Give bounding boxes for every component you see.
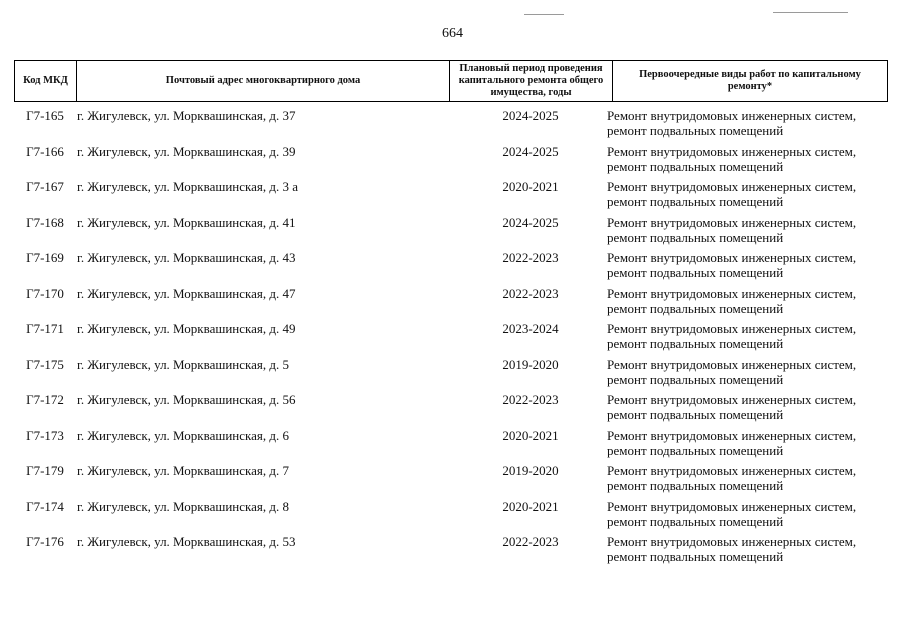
cell-code: Г7-170 <box>26 285 64 301</box>
table-row <box>14 357 888 393</box>
cell-works <box>607 357 892 387</box>
cell-address: г. Жигулевск, ул. Морквашинская, д. 8 <box>77 498 290 514</box>
header-works: Первоочередные виды работ по капитальному ремонту* <box>639 69 861 92</box>
cell-works <box>607 428 892 458</box>
page-number: 664 <box>442 26 463 41</box>
cell-code: Г7-172 <box>26 392 64 407</box>
cell-period: 2023-2024 <box>502 321 559 336</box>
works-line: ремонт подвальных помещений <box>607 158 784 174</box>
cell-code: Г7-167 <box>26 179 64 194</box>
cell-works <box>607 144 892 174</box>
cell-address: г. Жигулевск, ул. Морквашинская, д. 39 <box>77 143 296 159</box>
table-row <box>14 428 888 464</box>
cell-address: г. Жигулевск, ул. Морквашинская, д. 6 <box>77 427 290 443</box>
cell-code: Г7-174 <box>26 498 64 514</box>
works-line: ремонт подвальных помещений <box>607 442 784 458</box>
table-header <box>14 60 888 102</box>
cell-address: г. Жигулевск, ул. Морквашинская, д. 56 <box>77 392 296 407</box>
table-row <box>14 321 888 357</box>
works-line: ремонт подвальных помещений <box>607 300 784 316</box>
table-row <box>14 108 888 144</box>
cell-period: 2020-2021 <box>502 498 559 514</box>
cell-address: г. Жигулевск, ул. Морквашинская, д. 3 а <box>77 179 299 194</box>
cell-period: 2019-2020 <box>502 356 559 372</box>
cell-address: г. Жигулевск, ул. Морквашинская, д. 53 <box>77 534 296 549</box>
cell-period: 2020-2021 <box>502 427 559 443</box>
header-address: Почтовый адрес многоквартирного дома <box>77 61 450 101</box>
works-line: Ремонт внутридомовых инженерных систем, <box>607 285 857 301</box>
table-row <box>14 215 888 251</box>
cell-code: Г7-166 <box>26 143 64 159</box>
works-line: ремонт подвальных помещений <box>607 407 784 422</box>
cell-period: 2022-2023 <box>502 285 559 301</box>
works-line: Ремонт внутридомовых инженерных систем, <box>607 392 857 407</box>
cell-address: г. Жигулевск, ул. Морквашинская, д. 43 <box>77 250 296 265</box>
cell-address: г. Жигулевск, ул. Морквашинская, д. 47 <box>77 285 296 301</box>
works-line: ремонт подвальных помещений <box>607 336 784 351</box>
cell-code: Г7-175 <box>26 356 64 372</box>
works-line: Ремонт внутридомовых инженерных систем, <box>607 179 857 194</box>
cell-period: 2022-2023 <box>502 392 559 407</box>
cell-code: Г7-171 <box>26 321 64 336</box>
cell-code: Г7-176 <box>26 534 64 549</box>
cell-works <box>607 215 892 245</box>
cell-code: Г7-173 <box>26 427 64 443</box>
table-row <box>14 499 888 535</box>
works-line: ремонт подвальных помещений <box>607 229 784 245</box>
table-row <box>14 534 888 570</box>
cell-period: 2024-2025 <box>502 214 559 230</box>
works-line: Ремонт внутридомовых инженерных систем, <box>607 321 857 336</box>
works-line: ремонт подвальных помещений <box>607 123 784 138</box>
table-row <box>14 286 888 322</box>
cell-address: г. Жигулевск, ул. Морквашинская, д. 49 <box>77 321 296 336</box>
header-period: Плановый период проведения капитального ремонта общего имущества, годы <box>450 61 613 101</box>
works-line: Ремонт внутридомовых инженерных систем, <box>607 214 857 230</box>
cell-period: 2019-2020 <box>502 463 559 478</box>
table-row <box>14 392 888 428</box>
works-line: ремонт подвальных помещений <box>607 194 784 209</box>
cell-code: Г7-169 <box>26 250 64 265</box>
table-row <box>14 250 888 286</box>
cell-works <box>607 250 892 280</box>
cell-code: Г7-165 <box>26 108 64 123</box>
cell-works <box>607 392 892 422</box>
scan-artifact-line <box>524 14 564 15</box>
works-line: Ремонт внутридомовых инженерных систем, <box>607 250 857 265</box>
works-line: Ремонт внутридомовых инженерных систем, <box>607 143 857 159</box>
works-line: Ремонт внутридомовых инженерных систем, <box>607 427 857 443</box>
cell-address: г. Жигулевск, ул. Морквашинская, д. 41 <box>77 214 296 230</box>
cell-period: 2024-2025 <box>502 108 559 123</box>
table-row <box>14 179 888 215</box>
cell-code: Г7-179 <box>26 463 64 478</box>
cell-period: 2024-2025 <box>502 143 559 159</box>
cell-period: 2022-2023 <box>502 250 559 265</box>
works-line: Ремонт внутридомовых инженерных систем, <box>607 108 857 123</box>
cell-works <box>607 108 892 138</box>
table-row <box>14 144 888 180</box>
header-code: Код МКД <box>15 61 77 101</box>
cell-works <box>607 286 892 316</box>
works-line: ремонт подвальных помещений <box>607 513 784 529</box>
cell-address: г. Жигулевск, ул. Морквашинская, д. 7 <box>77 463 290 478</box>
works-line: ремонт подвальных помещений <box>607 478 784 493</box>
works-line: Ремонт внутридомовых инженерных систем, <box>607 356 857 372</box>
table-row <box>14 463 888 499</box>
cell-works <box>607 179 892 209</box>
works-line: ремонт подвальных помещений <box>607 371 784 387</box>
cell-works <box>607 534 892 564</box>
works-line: Ремонт внутридомовых инженерных систем, <box>607 534 857 549</box>
works-line: Ремонт внутридомовых инженерных систем, <box>607 463 857 478</box>
cell-period: 2020-2021 <box>502 179 559 194</box>
scan-artifact-line <box>773 12 848 13</box>
cell-code: Г7-168 <box>26 214 64 230</box>
cell-works <box>607 499 892 529</box>
works-line: ремонт подвальных помещений <box>607 549 784 564</box>
cell-address: г. Жигулевск, ул. Морквашинская, д. 37 <box>77 108 296 123</box>
cell-works <box>607 463 892 493</box>
cell-address: г. Жигулевск, ул. Морквашинская, д. 5 <box>77 356 290 372</box>
cell-works <box>607 321 892 351</box>
table-body <box>14 108 888 570</box>
works-line: ремонт подвальных помещений <box>607 265 784 280</box>
cell-period: 2022-2023 <box>502 534 559 549</box>
works-line: Ремонт внутридомовых инженерных систем, <box>607 498 857 514</box>
